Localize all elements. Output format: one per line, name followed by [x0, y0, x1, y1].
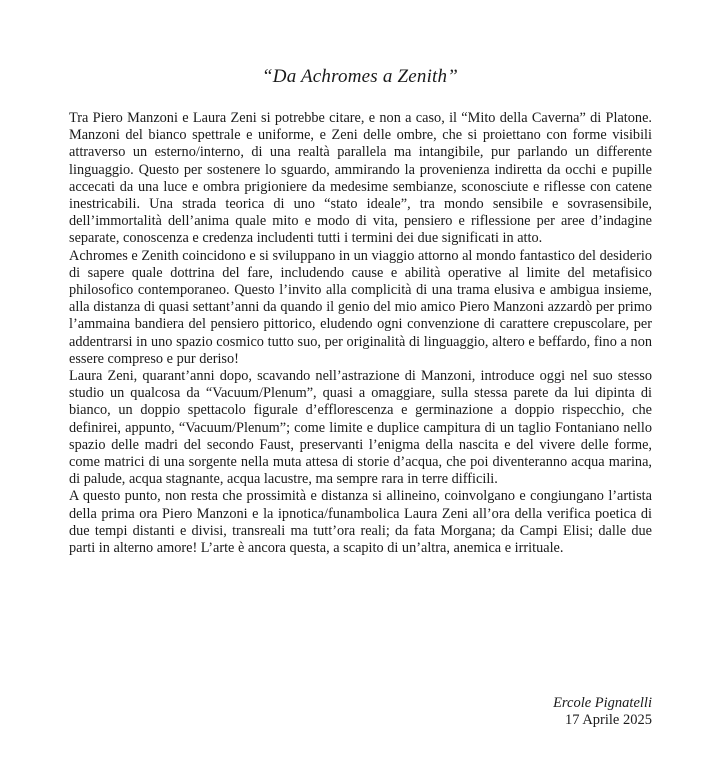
paragraph-1: Tra Piero Manzoni e Laura Zeni si potrebbe citare, e non a caso, il “Mito della Caverna” di Platone. Manzoni del bianco spettrale e uniforme, e Zeni delle ombre, che si proiettano con forme visibili attraverso un esterno/interno, di una realtà parallela ma intangibile, pur parlando un differente linguaggio. Questo per sostenere lo sguardo, ammirando la provenienza indiretta da occhi e pupille accecati da una luce e ombra prigioniere da medesime sembianze, sconosciute e riflesse con catene inestricabili. Una strada teorica di uno “stato ideale”, tra mondo sensibile e sovrasensibile, dell’immortalità dell’anima quale mito e modo di vita, pensiero e riflessione per aree d’indagine separate, conoscenza e credenza includenti tutti i termini dei due significati in atto.: [69, 110, 652, 247]
document-body: [69, 110, 652, 557]
document-title: “Da Achromes a Zenith”: [262, 66, 458, 87]
signature-block: [553, 695, 652, 729]
paragraph-3: Laura Zeni, quarant’anni dopo, scavando nell’astrazione di Manzoni, introduce oggi nel suo stesso studio un qualcosa da “Vacuum/Plenum”, quasi a omaggiare, sulla stessa parete da lui dipinta di bianco, un doppio spettacolo figurale d’efflorescenza e germinazione a doppio rispecchio, che definirei, appunto, “Vacuum/Plenum”; come limite e duplice campitura di un taglio Fontaniano nello spazio delle madri del secondo Faust, preservanti l’enigma della nascita e del vivere delle forme, come matrici di una sorgente nella muta attesa di storie d’acqua, che poi diventeranno acqua marina, di palude, acqua stagnante, acqua lacustre, ma sempre rara in terre difficili.: [69, 368, 652, 488]
paragraph-4: A questo punto, non resta che prossimità e distanza si allineino, coinvolgano e congiungano l’artista della prima ora Piero Manzoni e la ipnotica/funambolica Laura Zeni all’ora della verifica poetica di due tempi distanti e divisi, transreali ma tutt’ora reali; da fata Morgana; da Campi Elisi; dalle due parti in alterno amore! L’arte è ancora questa, a scapito di un’altra, anemica e irrituale.: [69, 488, 652, 557]
author-name: Ercole Pignatelli: [553, 695, 652, 711]
document-date: 17 Aprile 2025: [565, 712, 652, 728]
paragraph-2: Achromes e Zenith coincidono e si sviluppano in un viaggio attorno al mondo fantastico del desiderio di sapere quale dottrina del fare, includendo cause e abilità operative al limite del metafisico philosofico contemporaneo. Questo l’invito alla complicità di una trama elusiva e ambigua insieme, alla distanza di quasi settant’anni da quando il genio del mio amico Piero Manzoni azzardò per primo l’ammaina bandiera del pensiero pittorico, eludendo ogni convenzione di carattere crepuscolare, per addentrarsi in uno spazio cosmico tutto suo, per originalità di linguaggio, altero e beffardo, fino a non essere compreso e pur deriso!: [69, 247, 652, 367]
